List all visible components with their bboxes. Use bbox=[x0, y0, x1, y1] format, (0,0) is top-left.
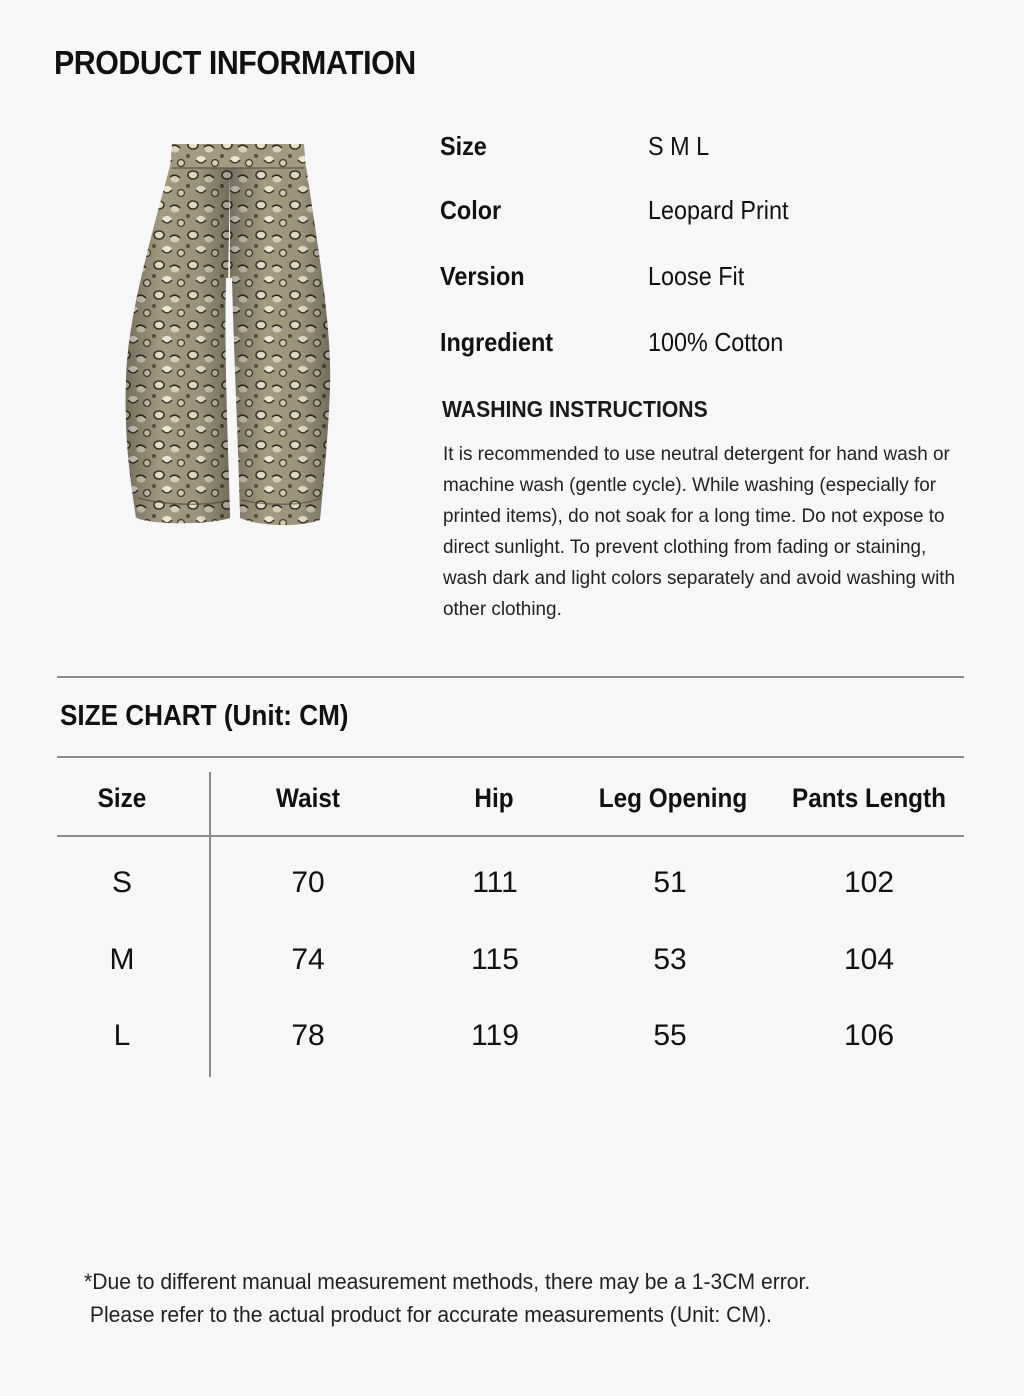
ingredient-label: Ingredient bbox=[440, 327, 554, 357]
table-row-s-hip: 111 bbox=[472, 866, 518, 899]
size-value: S M L bbox=[648, 131, 710, 161]
table-row-s-leg: 51 bbox=[653, 866, 687, 899]
table-row-m-waist: 74 bbox=[291, 943, 325, 976]
leopard-print-pants-image bbox=[118, 138, 338, 538]
table-row-l-leg: 55 bbox=[653, 1019, 687, 1052]
table-top-rule bbox=[57, 756, 964, 758]
header-size: Size bbox=[97, 783, 147, 813]
table-row-s-size: S bbox=[111, 866, 132, 899]
table-header-rule bbox=[57, 835, 964, 837]
header-leg-opening: Leg Opening bbox=[598, 783, 748, 813]
table-column-divider bbox=[209, 772, 211, 1077]
table-row-l-hip: 119 bbox=[471, 1019, 519, 1052]
washing-heading: WASHING INSTRUCTIONS bbox=[442, 396, 708, 422]
version-value: Loose Fit bbox=[648, 261, 745, 291]
color-label: Color bbox=[440, 195, 502, 225]
header-waist: Waist bbox=[276, 783, 340, 813]
size-chart-title: SIZE CHART (Unit: CM) bbox=[60, 700, 349, 732]
table-row-m-length: 104 bbox=[843, 943, 895, 976]
measurement-note-line-1: *Due to different manual measurement methods, there may be a 1-3CM error. bbox=[84, 1269, 811, 1294]
version-label: Version bbox=[440, 261, 525, 291]
table-row-m-leg: 53 bbox=[653, 943, 687, 976]
washing-text: It is recommended to use neutral detergent for hand wash or machine wash (gentle cycle). While washing (especially for printed items), do not soak for a long time. Do not expose to direct sunlight. To prevent clothing from fading or staining, wash dark and light colors separately and avoid washing with other clothing. bbox=[443, 443, 956, 620]
table-row-l-length: 106 bbox=[843, 1019, 895, 1052]
divider bbox=[57, 676, 964, 678]
page-title: PRODUCT INFORMATION bbox=[54, 44, 416, 81]
measurement-note-line-2: Please refer to the actual product for accurate measurements (Unit: CM). bbox=[84, 1302, 772, 1327]
table-row-s-length: 102 bbox=[843, 866, 895, 899]
table-row-s-waist: 70 bbox=[291, 866, 325, 899]
table-row-m-size: M bbox=[109, 943, 135, 976]
table-row-m-hip: 115 bbox=[471, 943, 519, 976]
table-row-l-size: L bbox=[113, 1019, 131, 1052]
measurement-note bbox=[84, 1265, 810, 1331]
header-hip: Hip bbox=[474, 783, 514, 813]
table-row-l-waist: 78 bbox=[291, 1019, 325, 1052]
size-label: Size bbox=[440, 131, 487, 161]
color-value: Leopard Print bbox=[648, 195, 789, 225]
header-pants-length: Pants Length bbox=[792, 783, 946, 813]
ingredient-value: 100% Cotton bbox=[648, 327, 784, 357]
